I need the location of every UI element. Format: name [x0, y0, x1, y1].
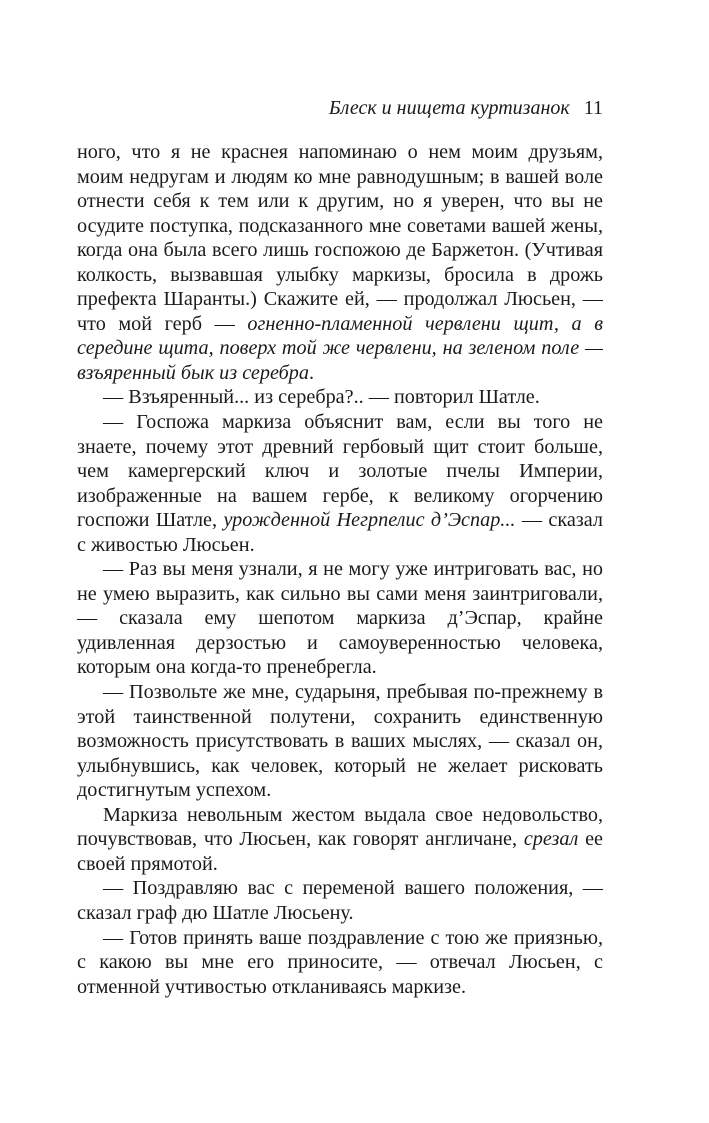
- paragraph-1: [77, 140, 603, 385]
- paragraph-3-italic: урожденной Негрпелис д’Эспар...: [223, 509, 516, 532]
- paragraph-6-italic: срезал: [523, 828, 579, 851]
- body-text: [77, 140, 603, 999]
- paragraph-3: [77, 410, 603, 557]
- paragraph-5: — Позвольте же мне, сударыня, пребывая по-прежнему в этой таинственной полутени, сохранить единственную возможность присутствовать в ваших мыслях, — сказал он, улыбнувшись, как человек, который не желает рисковать достигнутым успехом.: [77, 681, 603, 802]
- paragraph-2: — Взъяренный... из серебра?.. — повторил Шатле.: [103, 386, 540, 409]
- paragraph-3-end: — сказал с живостью Люсьен.: [77, 509, 603, 556]
- page-number: 11: [583, 97, 603, 119]
- running-title: Блеск и нищета куртизанок: [328, 97, 570, 119]
- paragraph-1-italic: огненно-пламенной червлени щит, а в середине щита, поверх той же червлени, на зеленом поле — взъяренный бык из серебра: [77, 312, 603, 384]
- paragraph-6-end: ее своей прямотой.: [77, 828, 604, 875]
- paragraph-8: — Готов принять ваше поздравление с тою же приязнью, с какою вы мне его приносите, — отвечал Люсьен, с отменной учтивостью откланиваясь маркизе.: [77, 926, 603, 998]
- paragraph-3-text: — Госпожа маркиза объяснит вам, если вы того не знаете, почему этот древний гербовый щит стоит больше, чем камергерский ключ и золотые пчелы Империи, изображенные на вашем гербе, к великому огорчению госпожи Шатле,: [77, 411, 603, 532]
- paragraph-1-end: .: [308, 361, 315, 384]
- paragraph-1-text: ного, что я не краснея напоминаю о нем моим друзьям, моим недругам и людям ко мне равнодушным; в вашей воле отнести себя к тем или к другим, но я уверен, что вы не осудите поступка, подсказанного мне советами вашей жены, когда она была всего лишь госпожою де Баржетон. (Учтивая колкость, вызвавшая улыбку маркизы, бросила в дрожь префекта Шаранты.) Скажите ей, — продолжал Люсьен, — что мой герб —: [77, 141, 603, 335]
- paragraph-6-text: Маркиза невольным жестом выдала свое недовольство, почувствовав, что Люсьен, как говорят англичане,: [77, 803, 603, 851]
- paragraph-4: — Раз вы меня узнали, я не могу уже интриговать вас, но не умею выразить, как сильно вы сами меня заинтриговали, — сказала ему шепотом маркиза д’Эспар, крайне удивленная дерзостью и самоуверенностью человека, которым она когда-то пренебрегла.: [77, 558, 603, 679]
- paragraph-7: — Поздравляю вас с переменой вашего положения, — сказал граф дю Шатле Люсьену.: [77, 877, 603, 924]
- running-head: [329, 96, 603, 120]
- paragraph-6: [77, 803, 603, 877]
